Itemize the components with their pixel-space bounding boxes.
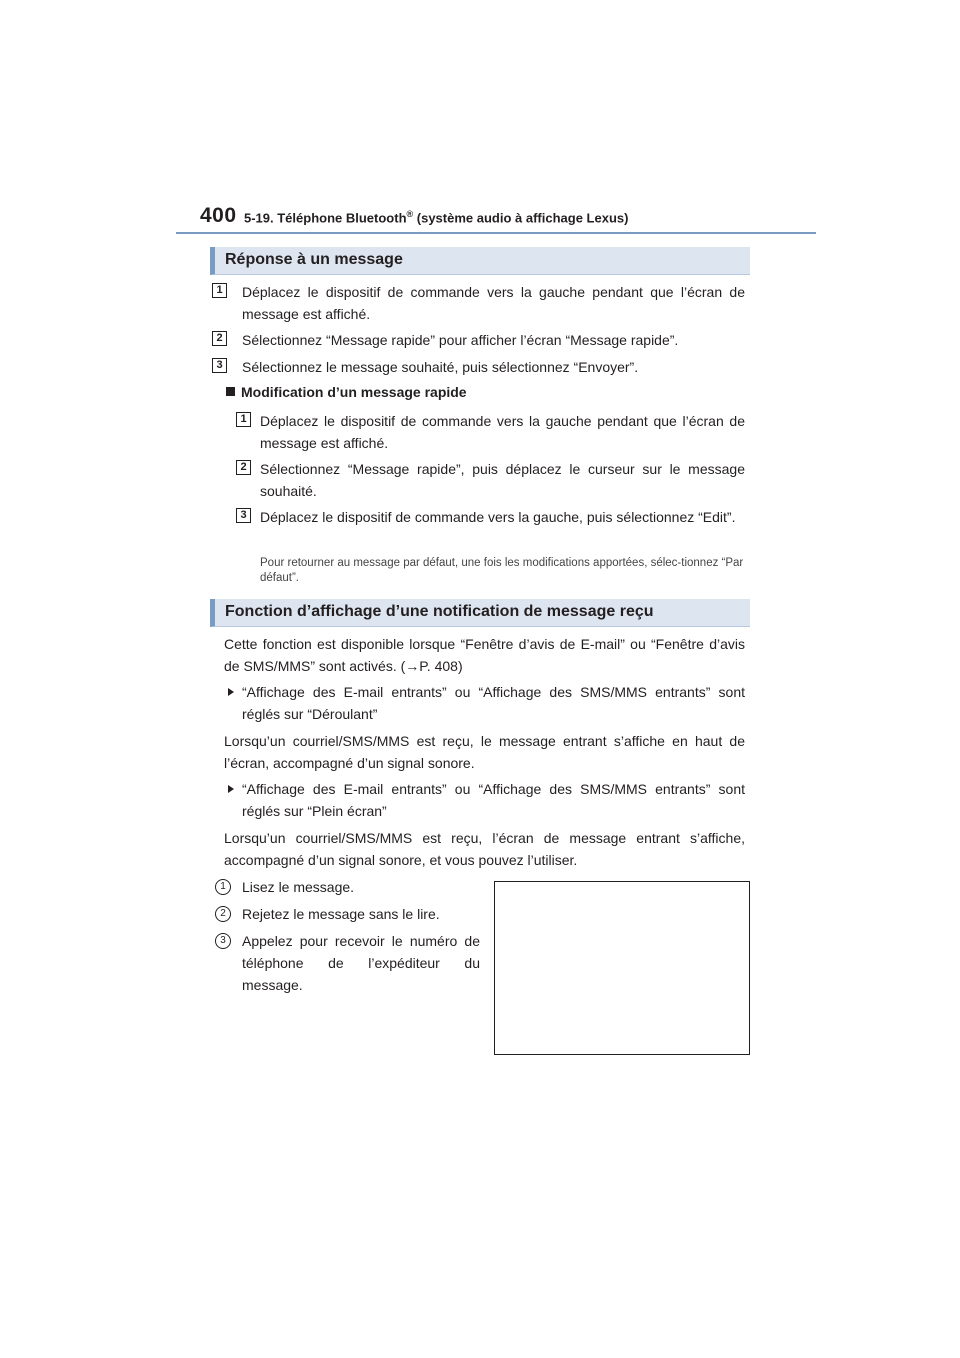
step-text: Déplacez le dispositif de commande vers la gauche pendant que l’écran de message est affiché.	[260, 413, 745, 451]
triangle-bullet-icon	[228, 688, 234, 696]
step-text: Sélectionnez le message souhaité, puis sélectionnez “Envoyer”.	[242, 359, 639, 375]
callout-text: Rejetez le message sans le lire.	[242, 906, 440, 922]
callout-number: 1	[215, 879, 231, 895]
body-paragraph: Lorsqu’un courriel/SMS/MMS est reçu, l’écran de message entrant s’affiche, accompagné d’un signal sonore, et vous pouvez l’utiliser.	[224, 830, 745, 868]
triangle-bullet-icon	[228, 785, 234, 793]
page-number: 400	[200, 204, 237, 227]
step-number-box: 3	[212, 358, 227, 373]
screen-illustration-frame	[494, 881, 750, 1055]
step-number-box: 1	[212, 283, 227, 298]
callout-text: Lisez le message.	[242, 879, 355, 895]
step-text: Sélectionnez “Message rapide”, puis déplacez le curseur sur le message souhaité.	[260, 461, 745, 499]
callout-text: Appelez pour recevoir le numéro de téléphone de l’expéditeur du message.	[242, 933, 480, 993]
subsection-heading: Modification d’un message rapide	[226, 384, 467, 400]
step-number-box: 3	[236, 508, 251, 523]
bullet-text: “Affichage des E-mail entrants” ou “Affichage des SMS/MMS entrants” sont réglés sur “Plein écran”	[242, 781, 745, 819]
header-divider	[176, 232, 816, 234]
square-bullet-icon	[226, 387, 235, 396]
step-number-box: 2	[212, 331, 227, 346]
step-text: Sélectionnez “Message rapide” pour afficher l’écran “Message rapide”.	[242, 332, 679, 348]
page-header	[200, 204, 760, 232]
chapter-title: 5-19. Téléphone Bluetooth® (système audio à affichage Lexus)	[244, 209, 629, 226]
callout-number: 2	[215, 906, 231, 922]
intro-paragraph: Cette fonction est disponible lorsque “Fenêtre d’avis de E-mail” ou “Fenêtre d’avis de SMS/MMS” sont activés. (→P. 408)	[224, 636, 745, 674]
step-text: Déplacez le dispositif de commande vers la gauche pendant que l’écran de message est affiché.	[242, 284, 745, 322]
body-paragraph: Lorsqu’un courriel/SMS/MMS est reçu, le message entrant s’affiche en haut de l’écran, accompagné d’un signal sonore.	[224, 733, 745, 771]
section-heading-reply: Réponse à un message	[210, 247, 750, 275]
bullet-text: “Affichage des E-mail entrants” ou “Affichage des SMS/MMS entrants” sont réglés sur “Déroulant”	[242, 684, 745, 722]
step-text: Déplacez le dispositif de commande vers la gauche, puis sélectionnez “Edit”.	[260, 509, 736, 525]
callout-number: 3	[215, 933, 231, 949]
note-text: Pour retourner au message par défaut, une fois les modifications apportées, sélec-tionnez “Par défaut”.	[260, 557, 744, 584]
step-number-box: 2	[236, 460, 251, 475]
section-heading-notification: Fonction d’affichage d’une notification de message reçu	[210, 599, 750, 627]
step-number-box: 1	[236, 412, 251, 427]
